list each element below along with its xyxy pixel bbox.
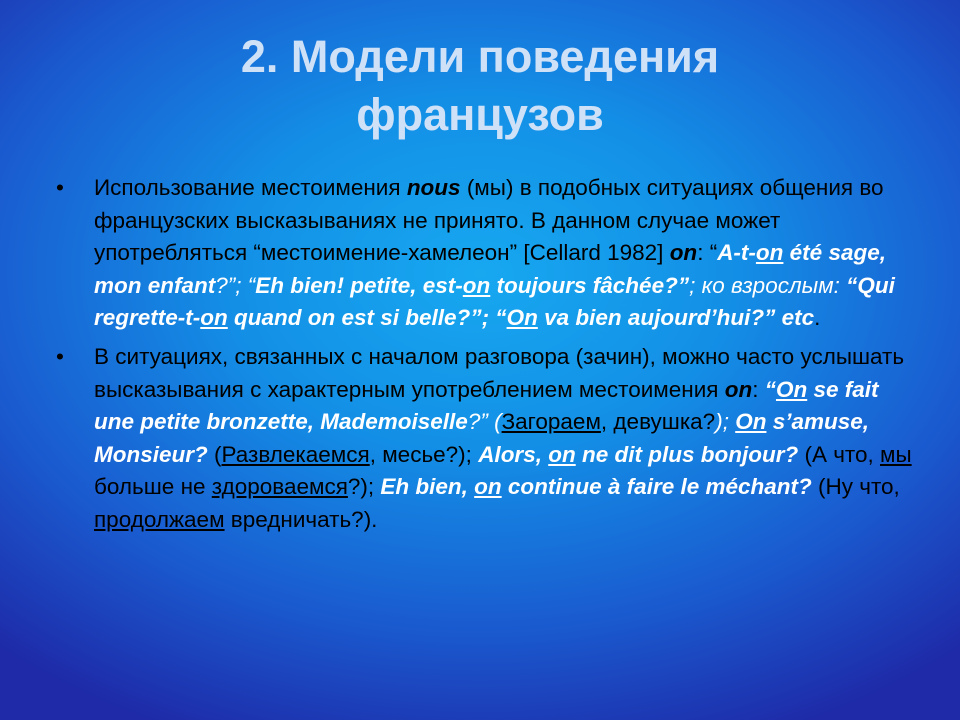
bullet-item-1 xyxy=(56,172,916,335)
french-example: Eh bien, xyxy=(380,474,475,500)
french-on-underlined: On xyxy=(775,376,808,402)
french-on-underlined: On xyxy=(506,305,538,331)
french-example: s’amuse, Monsieur? xyxy=(94,409,870,467)
french-example: A-t- xyxy=(717,240,756,266)
text: : xyxy=(752,376,765,402)
text: . xyxy=(814,305,821,331)
russian-underlined: мы xyxy=(880,441,912,467)
french-word: on xyxy=(669,240,698,266)
text: вредничать?). xyxy=(224,506,378,532)
french-on-underlined: on xyxy=(462,272,491,298)
french-on-underlined: On xyxy=(735,409,767,435)
slide-title xyxy=(80,28,880,144)
bullet-dot-icon: • xyxy=(56,175,64,200)
french-example: été sage, mon enfant xyxy=(94,240,886,298)
french-word: nous xyxy=(406,175,461,200)
russian-underlined: здороваемся xyxy=(211,474,348,500)
text: (мы) в подобных ситуациях общения во французских высказываниях не принято. В данном случае может употребляться “местоимение-хамелеон” [Cellard 1982] xyxy=(94,175,884,266)
text: , девушка? xyxy=(600,409,716,435)
french-example: quand on est si belle? xyxy=(227,305,471,331)
russian-underlined: продолжаем xyxy=(94,506,225,532)
french-example: se fait une petite bronzette, Mademoiselle xyxy=(94,376,879,435)
french-punct: “ xyxy=(764,376,776,402)
french-on-underlined: on xyxy=(474,474,502,500)
french-punct: ?”; “ xyxy=(215,272,256,298)
text: ?); xyxy=(347,474,381,500)
french-example: Alors, xyxy=(478,441,549,467)
french-on-underlined: on xyxy=(200,305,228,331)
french-example: va bien aujourd’hui?” etc xyxy=(537,305,815,331)
text: В ситуациях, связанных с началом разговора (зачин), можно часто услышать высказывания с характерным употреблением местоимения xyxy=(94,343,905,402)
french-example: ne dit plus bonjour? xyxy=(575,441,799,467)
title-line-2: французов xyxy=(356,89,604,140)
russian-underlined: Развлекаемся xyxy=(221,441,370,467)
french-example: “Qui regrette-t- xyxy=(94,272,895,331)
bullet-list xyxy=(56,172,916,543)
russian-underlined: Загораем xyxy=(501,409,601,435)
french-punct: ”; “ xyxy=(470,305,507,331)
bullet-item-2 xyxy=(56,341,916,537)
text: : “ xyxy=(697,240,718,266)
french-punct: ); xyxy=(715,409,736,435)
text: Использование местоимения xyxy=(94,175,407,200)
bullet-dot-icon: • xyxy=(56,343,64,369)
french-on-underlined: on xyxy=(548,441,576,467)
french-on-underlined: on xyxy=(755,240,784,266)
text: ( xyxy=(207,441,222,467)
french-punct: ?” ( xyxy=(467,409,502,435)
french-word: on xyxy=(724,376,753,402)
french-example: Eh bien! petite, est- xyxy=(255,272,463,298)
french-example: toujours fâchée?” xyxy=(490,272,690,298)
text: (А что, xyxy=(798,441,880,467)
text: (Ну что, xyxy=(811,474,900,500)
text: , месье?); xyxy=(369,441,479,467)
text: больше не xyxy=(94,474,212,500)
french-example: continue à faire le méchant? xyxy=(501,474,812,500)
title-line-1: 2. Модели поведения xyxy=(240,31,720,82)
text: ; ко взрослым: xyxy=(689,272,847,298)
